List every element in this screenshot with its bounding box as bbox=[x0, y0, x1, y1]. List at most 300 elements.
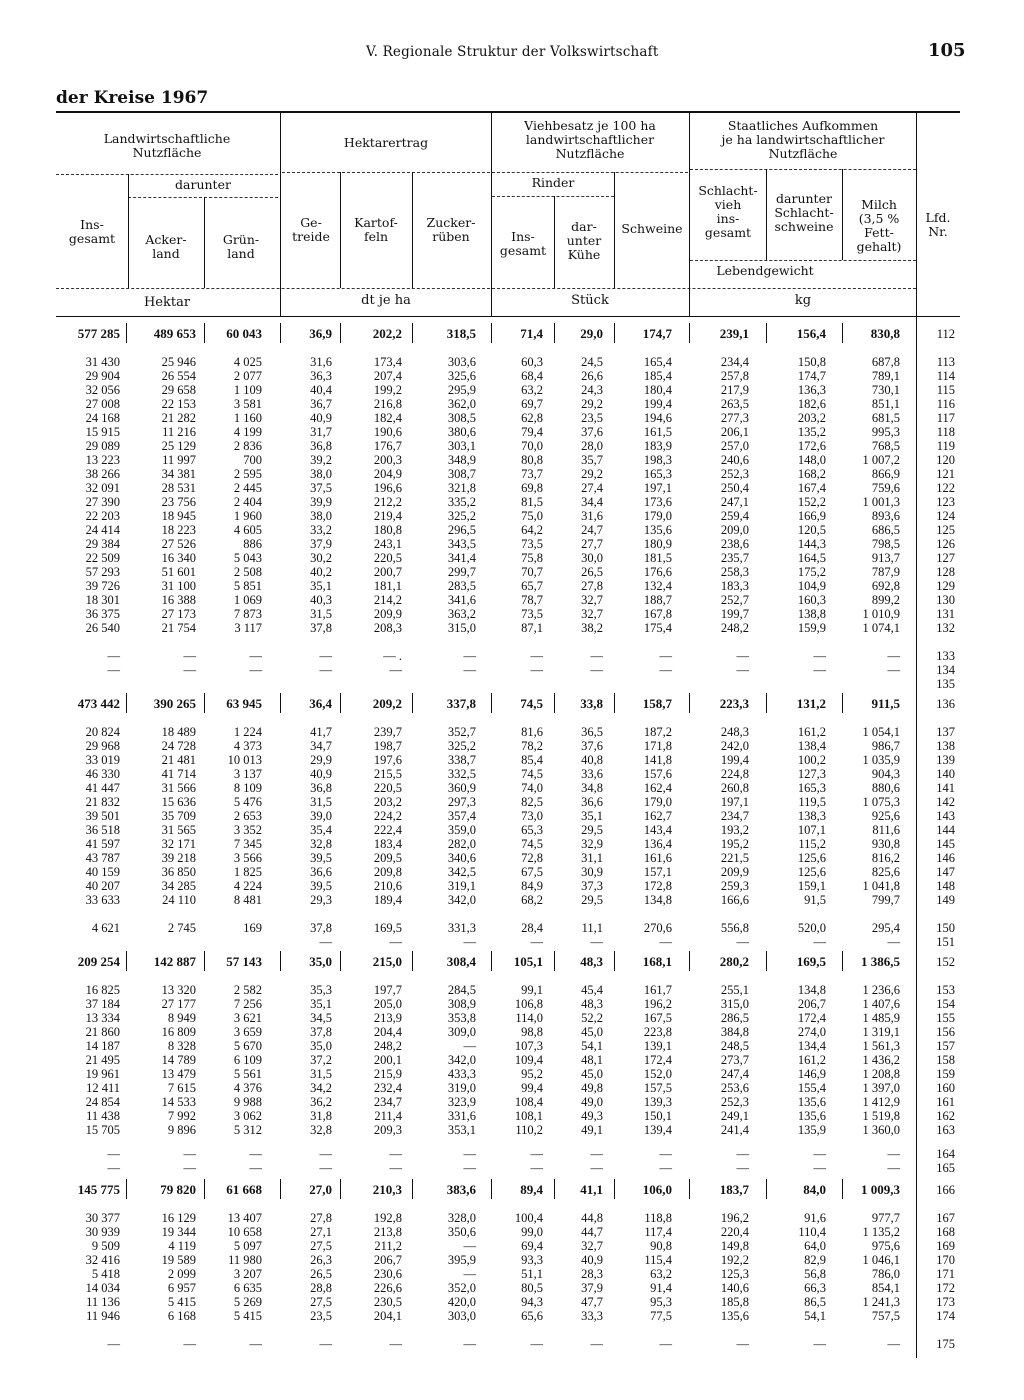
table-cell: 138,8 bbox=[797, 607, 826, 621]
table-cell: — bbox=[319, 663, 332, 677]
table-cell: 343,5 bbox=[447, 537, 476, 551]
table-cell: 175,4 bbox=[643, 621, 672, 635]
rule bbox=[204, 323, 205, 343]
table-cell: 77,5 bbox=[650, 1309, 672, 1323]
table-cell: 73,5 bbox=[521, 607, 543, 621]
table-cell: 242,0 bbox=[720, 739, 749, 753]
table-cell: 16 825 bbox=[85, 983, 120, 997]
table-cell: 15 705 bbox=[85, 1123, 120, 1137]
rule bbox=[689, 951, 690, 971]
table-cell: 74,5 bbox=[521, 837, 543, 851]
table-cell: — bbox=[659, 935, 672, 949]
table-cell: — bbox=[887, 1147, 900, 1161]
table-cell: 205,0 bbox=[373, 997, 402, 1011]
table-cell: 41 597 bbox=[85, 837, 120, 851]
table-cell: 1 485,9 bbox=[862, 1011, 900, 1025]
table-cell: 830,8 bbox=[870, 326, 900, 341]
table-cell: 3 566 bbox=[233, 851, 262, 865]
table-cell: 325,2 bbox=[447, 739, 476, 753]
table-cell: 16 388 bbox=[161, 593, 196, 607]
table-cell: 210,6 bbox=[373, 879, 402, 893]
table-cell: 48,3 bbox=[581, 997, 603, 1011]
table-cell: 181,5 bbox=[643, 551, 672, 565]
table-cell: 420,0 bbox=[447, 1295, 476, 1309]
table-cell: — bbox=[590, 1337, 603, 1351]
table-cell: 35,7 bbox=[581, 453, 603, 467]
table-cell: 3 207 bbox=[233, 1267, 262, 1281]
table-cell: 7 345 bbox=[233, 837, 262, 851]
table-cell: 27,5 bbox=[310, 1239, 332, 1253]
table-cell: 880,6 bbox=[871, 781, 900, 795]
rule bbox=[492, 196, 614, 197]
header-schlachtschweine: darunter Schlacht- schweine bbox=[774, 191, 834, 234]
header-getreide: Ge- treide bbox=[292, 215, 330, 244]
table-cell: — bbox=[463, 1161, 476, 1175]
table-cell: 14 187 bbox=[85, 1039, 120, 1053]
table-cell: 3 352 bbox=[233, 823, 262, 837]
table-cell: 169 bbox=[243, 921, 262, 935]
table-cell: 30,0 bbox=[581, 551, 603, 565]
table-cell: 193,2 bbox=[720, 823, 749, 837]
table-cell: 31 100 bbox=[161, 579, 196, 593]
table-cell: 86,5 bbox=[804, 1295, 826, 1309]
table-cell: — bbox=[389, 935, 402, 949]
table-cell: 63,2 bbox=[521, 383, 543, 397]
rule bbox=[126, 693, 127, 713]
table-cell: 108,1 bbox=[514, 1109, 543, 1123]
table-cell: 248,2 bbox=[373, 1039, 402, 1053]
table-cell: 29,5 bbox=[581, 823, 603, 837]
table-cell: 252,3 bbox=[720, 467, 749, 481]
header-schweine: Schweine bbox=[621, 221, 683, 236]
table-cell: 253,6 bbox=[720, 1081, 749, 1095]
table-cell: 28,0 bbox=[581, 439, 603, 453]
rule bbox=[554, 196, 555, 288]
table-cell: 68,4 bbox=[521, 369, 543, 383]
table-cell: 1 001,3 bbox=[862, 495, 900, 509]
table-cell: 181,1 bbox=[373, 579, 402, 593]
table-cell: 31 566 bbox=[161, 781, 196, 795]
table-cell: 49,1 bbox=[581, 1123, 603, 1137]
table-cell: 6 168 bbox=[167, 1309, 196, 1323]
table-cell: 323,9 bbox=[447, 1095, 476, 1109]
rule bbox=[689, 693, 690, 713]
table-cell: 27 390 bbox=[85, 495, 120, 509]
rule bbox=[491, 323, 492, 343]
table-cell: 5 418 bbox=[91, 1267, 120, 1281]
table-cell: 204,9 bbox=[373, 467, 402, 481]
table-cell: 925,6 bbox=[871, 809, 900, 823]
rule bbox=[492, 172, 688, 173]
table-cell: 159,1 bbox=[797, 879, 826, 893]
table-cell: 13 407 bbox=[227, 1211, 262, 1225]
table-cell: 209 254 bbox=[77, 954, 120, 969]
table-cell: — bbox=[530, 1161, 543, 1175]
table-cell: 185,8 bbox=[720, 1295, 749, 1309]
table-cell: 74,0 bbox=[521, 781, 543, 795]
table-cell: 48,1 bbox=[581, 1053, 603, 1067]
table-cell: 433,3 bbox=[447, 1067, 476, 1081]
table-cell: 32 171 bbox=[161, 837, 196, 851]
table-cell: 40,9 bbox=[310, 411, 332, 425]
table-cell: 13 334 bbox=[85, 1011, 120, 1025]
table-cell: 209,8 bbox=[373, 865, 402, 879]
table-cell: 234,7 bbox=[373, 1095, 402, 1109]
table-cell: 352,0 bbox=[447, 1281, 476, 1295]
table-cell: 139,3 bbox=[643, 1095, 672, 1109]
table-cell: 146,9 bbox=[797, 1067, 826, 1081]
table-cell: 786,0 bbox=[871, 1267, 900, 1281]
table-cell: 81,6 bbox=[521, 725, 543, 739]
table-cell: 1 519,8 bbox=[862, 1109, 900, 1123]
table-cell: — bbox=[249, 649, 262, 663]
table-cell: 25 946 bbox=[161, 355, 196, 369]
row-number: 133 bbox=[936, 649, 955, 663]
table-cell: — bbox=[463, 935, 476, 949]
table-cell: 36 850 bbox=[161, 865, 196, 879]
table-cell: 183,7 bbox=[719, 1182, 749, 1197]
table-cell: 27,8 bbox=[310, 1211, 332, 1225]
table-cell: 34 285 bbox=[161, 879, 196, 893]
table-cell: 204,1 bbox=[373, 1309, 402, 1323]
table-cell: 44,7 bbox=[581, 1225, 603, 1239]
table-cell: 36,9 bbox=[309, 326, 332, 341]
table-cell: 40,9 bbox=[581, 1253, 603, 1267]
table-cell: 1 960 bbox=[233, 509, 262, 523]
table-cell: 135,6 bbox=[643, 523, 672, 537]
table-cell: — bbox=[887, 649, 900, 663]
table-cell: 39,2 bbox=[310, 453, 332, 467]
table-cell: 99,0 bbox=[521, 1225, 543, 1239]
table-cell: 45,4 bbox=[581, 983, 603, 997]
table-cell: 33,6 bbox=[581, 767, 603, 781]
rule bbox=[204, 197, 205, 288]
table-cell: 39,9 bbox=[310, 495, 332, 509]
table-cell: 1 561,3 bbox=[862, 1039, 900, 1053]
table-cell: 68,2 bbox=[521, 893, 543, 907]
row-number: 168 bbox=[936, 1225, 955, 1239]
table-cell: 40,3 bbox=[310, 593, 332, 607]
table-cell: 687,8 bbox=[871, 355, 900, 369]
table-cell: 32,7 bbox=[581, 593, 603, 607]
table-cell: 138,3 bbox=[797, 809, 826, 823]
row-number: 173 bbox=[936, 1295, 955, 1309]
table-cell: 1 224 bbox=[233, 725, 262, 739]
header-zuckerrueben: Zucker- rüben bbox=[426, 215, 476, 244]
table-cell: 26,5 bbox=[310, 1267, 332, 1281]
table-cell: 1 075,3 bbox=[862, 795, 900, 809]
table-cell: 1 825 bbox=[233, 865, 262, 879]
table-cell: 69,8 bbox=[521, 481, 543, 495]
table-cell: — bbox=[463, 663, 476, 677]
table-cell: 13 479 bbox=[161, 1067, 196, 1081]
table-cell: 1 436,2 bbox=[862, 1053, 900, 1067]
table-cell: 139,1 bbox=[643, 1039, 672, 1053]
table-cell: — bbox=[736, 935, 749, 949]
table-cell: — bbox=[659, 663, 672, 677]
table-cell: 219,4 bbox=[373, 509, 402, 523]
table-cell: 115,4 bbox=[644, 1253, 672, 1267]
table-cell: 4 373 bbox=[233, 739, 262, 753]
row-number: 170 bbox=[936, 1253, 955, 1267]
table-cell: — bbox=[530, 935, 543, 949]
table-cell: 2 445 bbox=[233, 481, 262, 495]
table-cell: 21 282 bbox=[161, 411, 196, 425]
table-cell: 995,3 bbox=[871, 425, 900, 439]
table-cell: 332,5 bbox=[447, 767, 476, 781]
table-cell: 353,1 bbox=[447, 1123, 476, 1137]
table-cell: 32,8 bbox=[310, 1123, 332, 1137]
table-cell: 91,5 bbox=[804, 893, 826, 907]
table-cell: — bbox=[319, 935, 332, 949]
table-cell: 34,8 bbox=[581, 781, 603, 795]
rule bbox=[766, 169, 767, 260]
table-cell: 192,8 bbox=[373, 1211, 402, 1225]
rule bbox=[280, 1179, 281, 1199]
table-cell: — bbox=[107, 1161, 120, 1175]
table-cell: 73,5 bbox=[521, 537, 543, 551]
table-cell: 700 bbox=[243, 453, 262, 467]
table-cell: 8 481 bbox=[233, 893, 262, 907]
table-cell: 395,9 bbox=[447, 1253, 476, 1267]
table-cell: 36,6 bbox=[581, 795, 603, 809]
table-cell: 164,5 bbox=[797, 551, 826, 565]
table-cell: 19 589 bbox=[161, 1253, 196, 1267]
table-cell: — bbox=[887, 1337, 900, 1351]
table-cell: 303,0 bbox=[447, 1309, 476, 1323]
table-cell: 14 533 bbox=[161, 1095, 196, 1109]
table-cell: — bbox=[736, 1337, 749, 1351]
table-cell: 29,0 bbox=[580, 326, 603, 341]
table-cell: 36,3 bbox=[310, 369, 332, 383]
rule bbox=[340, 172, 341, 288]
table-cell: 189,4 bbox=[373, 893, 402, 907]
table-cell: — bbox=[659, 649, 672, 663]
table-cell: 37,2 bbox=[310, 1053, 332, 1067]
table-cell: 3 659 bbox=[233, 1025, 262, 1039]
table-cell: 913,7 bbox=[871, 551, 900, 565]
table-cell: 1 319,1 bbox=[862, 1025, 900, 1039]
table-cell: 260,8 bbox=[720, 781, 749, 795]
table-cell: — bbox=[736, 1147, 749, 1161]
table-cell: 36,7 bbox=[310, 397, 332, 411]
table-cell: 185,4 bbox=[643, 369, 672, 383]
table-cell: 799,7 bbox=[871, 893, 900, 907]
table-cell: 11 946 bbox=[86, 1309, 120, 1323]
row-number: 140 bbox=[936, 767, 955, 781]
table-cell: 243,1 bbox=[373, 537, 402, 551]
table-cell: 90,8 bbox=[650, 1239, 672, 1253]
row-number: 119 bbox=[936, 439, 955, 453]
header-darunter: darunter bbox=[175, 177, 231, 192]
table-cell: 176,6 bbox=[643, 565, 672, 579]
table-cell: 65,7 bbox=[521, 579, 543, 593]
table-cell: 118,8 bbox=[644, 1211, 672, 1225]
table-cell: 37,9 bbox=[581, 1281, 603, 1295]
rule bbox=[340, 1179, 341, 1199]
table-cell: — bbox=[183, 1161, 196, 1175]
table-cell: 74,5 bbox=[521, 767, 543, 781]
table-cell: — bbox=[590, 1161, 603, 1175]
table-cell: 169,5 bbox=[796, 954, 826, 969]
rule bbox=[916, 951, 917, 971]
table-cell: 165,4 bbox=[643, 355, 672, 369]
table-cell: — bbox=[736, 663, 749, 677]
table-cell: 263,5 bbox=[720, 397, 749, 411]
row-number: 171 bbox=[936, 1267, 955, 1281]
table-cell: 73,7 bbox=[521, 467, 543, 481]
table-cell: 357,4 bbox=[447, 809, 476, 823]
table-cell: 816,2 bbox=[871, 851, 900, 865]
table-cell: 32 091 bbox=[85, 481, 120, 495]
table-cell: 125,6 bbox=[797, 851, 826, 865]
table-cell: 26,6 bbox=[581, 369, 603, 383]
table-cell: 39 501 bbox=[85, 809, 120, 823]
table-cell: 172,8 bbox=[643, 879, 672, 893]
table-cell: 29 089 bbox=[85, 439, 120, 453]
table-cell: 4 199 bbox=[233, 425, 262, 439]
table-cell: — bbox=[183, 1147, 196, 1161]
table-cell: 3 621 bbox=[233, 1011, 262, 1025]
table-cell: 27,7 bbox=[581, 537, 603, 551]
table-cell: 125,3 bbox=[720, 1267, 749, 1281]
table-cell: 30,9 bbox=[581, 865, 603, 879]
table-cell: 692,8 bbox=[871, 579, 900, 593]
table-cell: 162,4 bbox=[643, 781, 672, 795]
header-lnf: Landwirtschaftliche Nutzfläche bbox=[103, 131, 231, 160]
table-cell: 190,6 bbox=[373, 425, 402, 439]
table-cell: 825,6 bbox=[871, 865, 900, 879]
rule bbox=[842, 951, 843, 971]
table-cell: 29,2 bbox=[581, 467, 603, 481]
row-number: 174 bbox=[936, 1309, 955, 1323]
rule bbox=[690, 169, 916, 170]
table-cell: 315,0 bbox=[720, 997, 749, 1011]
table-cell: 119,5 bbox=[798, 795, 826, 809]
table-cell: 99,4 bbox=[521, 1081, 543, 1095]
header-ackerland: Acker- land bbox=[145, 232, 187, 261]
table-cell: 64,2 bbox=[521, 523, 543, 537]
rule bbox=[204, 951, 205, 971]
table-cell: — bbox=[530, 663, 543, 677]
table-cell: 143,4 bbox=[643, 823, 672, 837]
table-cell: 299,7 bbox=[447, 565, 476, 579]
table-cell: 37,8 bbox=[310, 921, 332, 935]
table-cell: 36,6 bbox=[310, 865, 332, 879]
table-cell: — bbox=[249, 663, 262, 677]
table-cell: — bbox=[463, 1239, 476, 1253]
row-number: 117 bbox=[936, 411, 955, 425]
table-cell: 328,0 bbox=[447, 1211, 476, 1225]
table-cell: 169,5 bbox=[373, 921, 402, 935]
row-number: 139 bbox=[936, 753, 955, 767]
table-cell: 25 129 bbox=[161, 439, 196, 453]
table-cell: 37,6 bbox=[581, 739, 603, 753]
table-cell: 51,1 bbox=[521, 1267, 543, 1281]
table-cell: 209,0 bbox=[720, 523, 749, 537]
table-cell: 5 851 bbox=[233, 579, 262, 593]
row-number: 175 bbox=[936, 1337, 955, 1351]
table-cell: 6 635 bbox=[233, 1281, 262, 1295]
table-cell: 18 223 bbox=[161, 523, 196, 537]
table-cell: 27 526 bbox=[161, 537, 196, 551]
row-number: 167 bbox=[936, 1211, 955, 1225]
row-number: 150 bbox=[936, 921, 955, 935]
header-rinder: Rinder bbox=[531, 175, 575, 190]
rule bbox=[340, 323, 341, 343]
table-cell: 11 997 bbox=[162, 453, 196, 467]
rule bbox=[766, 1179, 767, 1199]
table-cell: 257,8 bbox=[720, 369, 749, 383]
table-cell: 342,0 bbox=[447, 893, 476, 907]
table-cell: 174,7 bbox=[642, 326, 672, 341]
table-cell: 27,8 bbox=[581, 579, 603, 593]
table-cell: 274,0 bbox=[797, 1025, 826, 1039]
table-cell: 168,2 bbox=[797, 467, 826, 481]
table-cell: 16 129 bbox=[161, 1211, 196, 1225]
table-cell: 247,1 bbox=[720, 495, 749, 509]
table-cell: 196,2 bbox=[720, 1211, 749, 1225]
table-cell: 2 836 bbox=[233, 439, 262, 453]
table-cell: 179,0 bbox=[643, 509, 672, 523]
table-cell: 224,2 bbox=[373, 809, 402, 823]
table-cell: — bbox=[813, 1337, 826, 1351]
table-cell: — bbox=[183, 663, 196, 677]
rule bbox=[340, 693, 341, 713]
table-cell: 49,3 bbox=[581, 1109, 603, 1123]
table-cell: 40 159 bbox=[85, 865, 120, 879]
table-cell: 232,4 bbox=[373, 1081, 402, 1095]
table-cell: 9 509 bbox=[91, 1239, 120, 1253]
table-cell: 199,7 bbox=[720, 607, 749, 621]
table-cell: 226,6 bbox=[373, 1281, 402, 1295]
table-cell: 16 340 bbox=[161, 551, 196, 565]
table-cell: 132,4 bbox=[643, 579, 672, 593]
table-cell: 1 035,9 bbox=[862, 753, 900, 767]
table-cell: 203,2 bbox=[373, 795, 402, 809]
table-cell: 1 041,8 bbox=[862, 879, 900, 893]
table-cell: 27 173 bbox=[161, 607, 196, 621]
table-cell: 167,8 bbox=[643, 607, 672, 621]
table-cell: 71,4 bbox=[520, 326, 543, 341]
table-cell: 73,0 bbox=[521, 809, 543, 823]
table-cell: 13 320 bbox=[161, 983, 196, 997]
table-cell: 188,7 bbox=[643, 593, 672, 607]
table-cell: 180,8 bbox=[373, 523, 402, 537]
table-cell: 259,3 bbox=[720, 879, 749, 893]
table-cell: — bbox=[887, 663, 900, 677]
table-cell: 1 069 bbox=[233, 593, 262, 607]
row-number: 141 bbox=[936, 781, 955, 795]
table-cell: 221,5 bbox=[720, 851, 749, 865]
table-cell: 986,7 bbox=[871, 739, 900, 753]
table-cell: 520,0 bbox=[797, 921, 826, 935]
row-number: 146 bbox=[936, 851, 955, 865]
table-cell: 28,4 bbox=[521, 921, 543, 935]
table-cell: — bbox=[107, 1337, 120, 1351]
table-cell: — bbox=[590, 649, 603, 663]
table-cell: 40,2 bbox=[310, 565, 332, 579]
table-cell: 52,2 bbox=[581, 1011, 603, 1025]
table-cell: 325,6 bbox=[447, 369, 476, 383]
table-cell: 31,6 bbox=[581, 509, 603, 523]
table-cell: 183,9 bbox=[643, 439, 672, 453]
table-cell: 84,9 bbox=[521, 879, 543, 893]
table-cell: 106,0 bbox=[642, 1182, 672, 1197]
table-cell: 1 074,1 bbox=[862, 621, 900, 635]
rule bbox=[916, 693, 917, 713]
table-cell: 38 266 bbox=[85, 467, 120, 481]
